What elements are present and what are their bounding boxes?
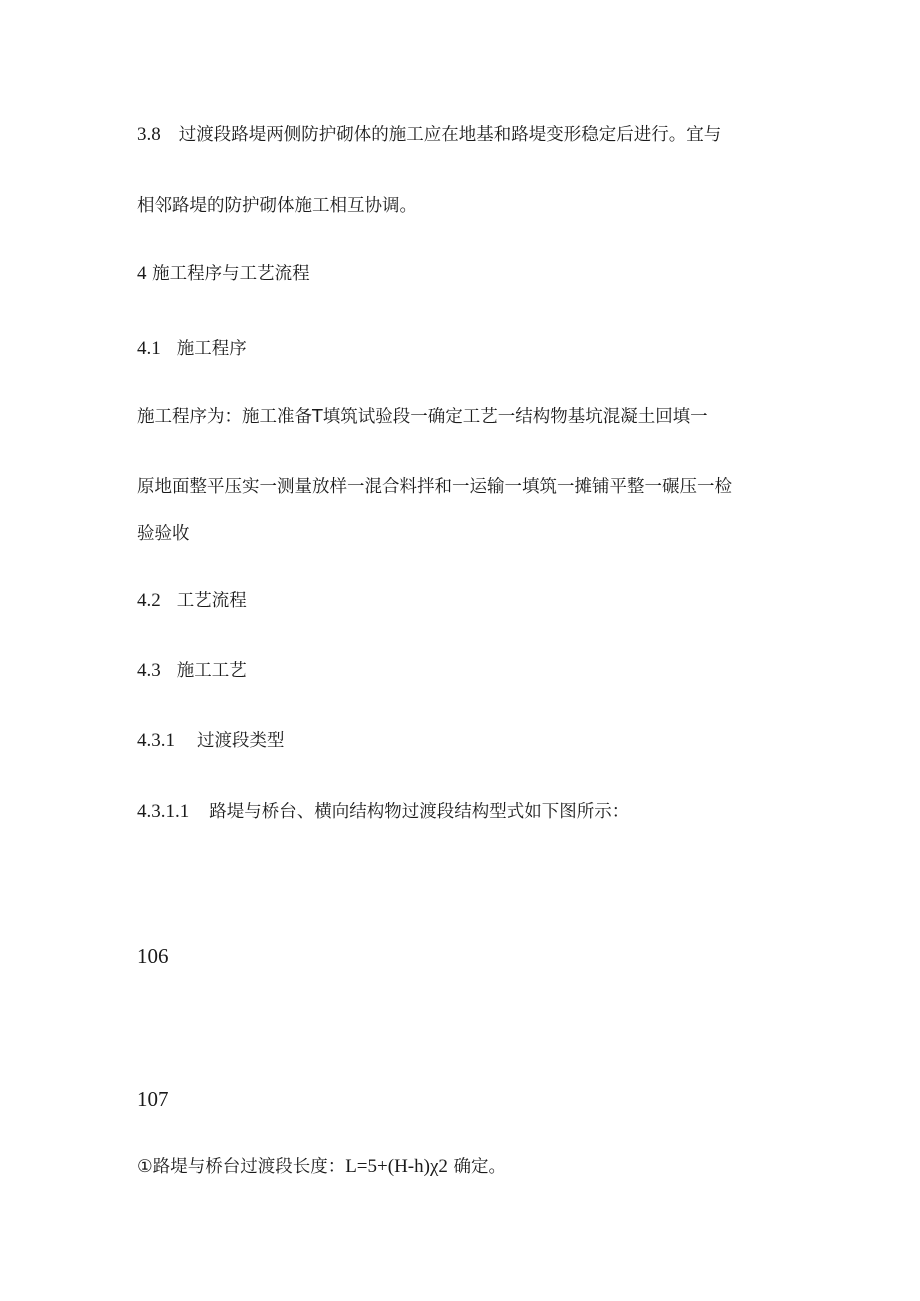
section-number: 4.2: [137, 590, 161, 611]
section-4-3-heading: [137, 659, 247, 683]
formula-line: [137, 1155, 506, 1179]
page-number: 106: [137, 944, 169, 968]
section-number: 4.3.1.1: [137, 801, 190, 822]
section-4-3-1-1-heading: [137, 800, 629, 824]
section-4-3-1-heading: [137, 729, 285, 753]
section-number: 4.3.1: [137, 730, 175, 751]
formula-prefix: ①路堤与桥台过渡段长度：: [137, 1157, 346, 1177]
section-4-2-heading: [137, 589, 247, 613]
section-title: 路堤与桥台、横向结构物过渡段结构型式如下图所示：: [209, 802, 630, 822]
formula-suffix: 确定。: [447, 1157, 506, 1177]
section-4-1-heading: [137, 337, 247, 361]
page-number: 107: [137, 1087, 169, 1111]
chapter-number: 4: [137, 263, 147, 284]
section-title: 过渡段类型: [197, 731, 285, 751]
paragraph-text: 相邻路堤的防护砌体施工相互协调。: [137, 196, 417, 216]
section-3-8-line-2: [137, 194, 417, 218]
paragraph-text: 验验收: [137, 524, 190, 544]
procedure-line-3: [137, 522, 190, 546]
chapter-4-heading: [137, 262, 310, 286]
section-number: 4.3: [137, 660, 161, 681]
section-title: 施工工艺: [176, 661, 247, 681]
paragraph-text: 过渡段路堤两侧防护砌体的施工应在地基和路堤变形稳定后进行。宜与: [178, 125, 722, 145]
section-title: 施工程序: [176, 339, 247, 359]
paragraph-text: 原地面整平压实一测量放样一混合料拌和一运输一填筑一摊铺平整一碾压一检: [137, 477, 732, 497]
chapter-title: 施工程序与工艺流程: [152, 264, 310, 284]
section-title: 工艺流程: [176, 591, 247, 611]
section-3-8-line-1: [137, 123, 721, 147]
procedure-line-1: [137, 405, 708, 429]
paragraph-text: 施工程序为：施工准备T填筑试验段一确定工艺一结构物基坑混凝土回填一: [137, 407, 708, 427]
procedure-line-2: [137, 475, 732, 499]
section-number: 4.1: [137, 338, 161, 359]
section-number: 3.8: [137, 124, 161, 145]
formula-expression: L=5+(H-h)χ2: [345, 1156, 448, 1177]
